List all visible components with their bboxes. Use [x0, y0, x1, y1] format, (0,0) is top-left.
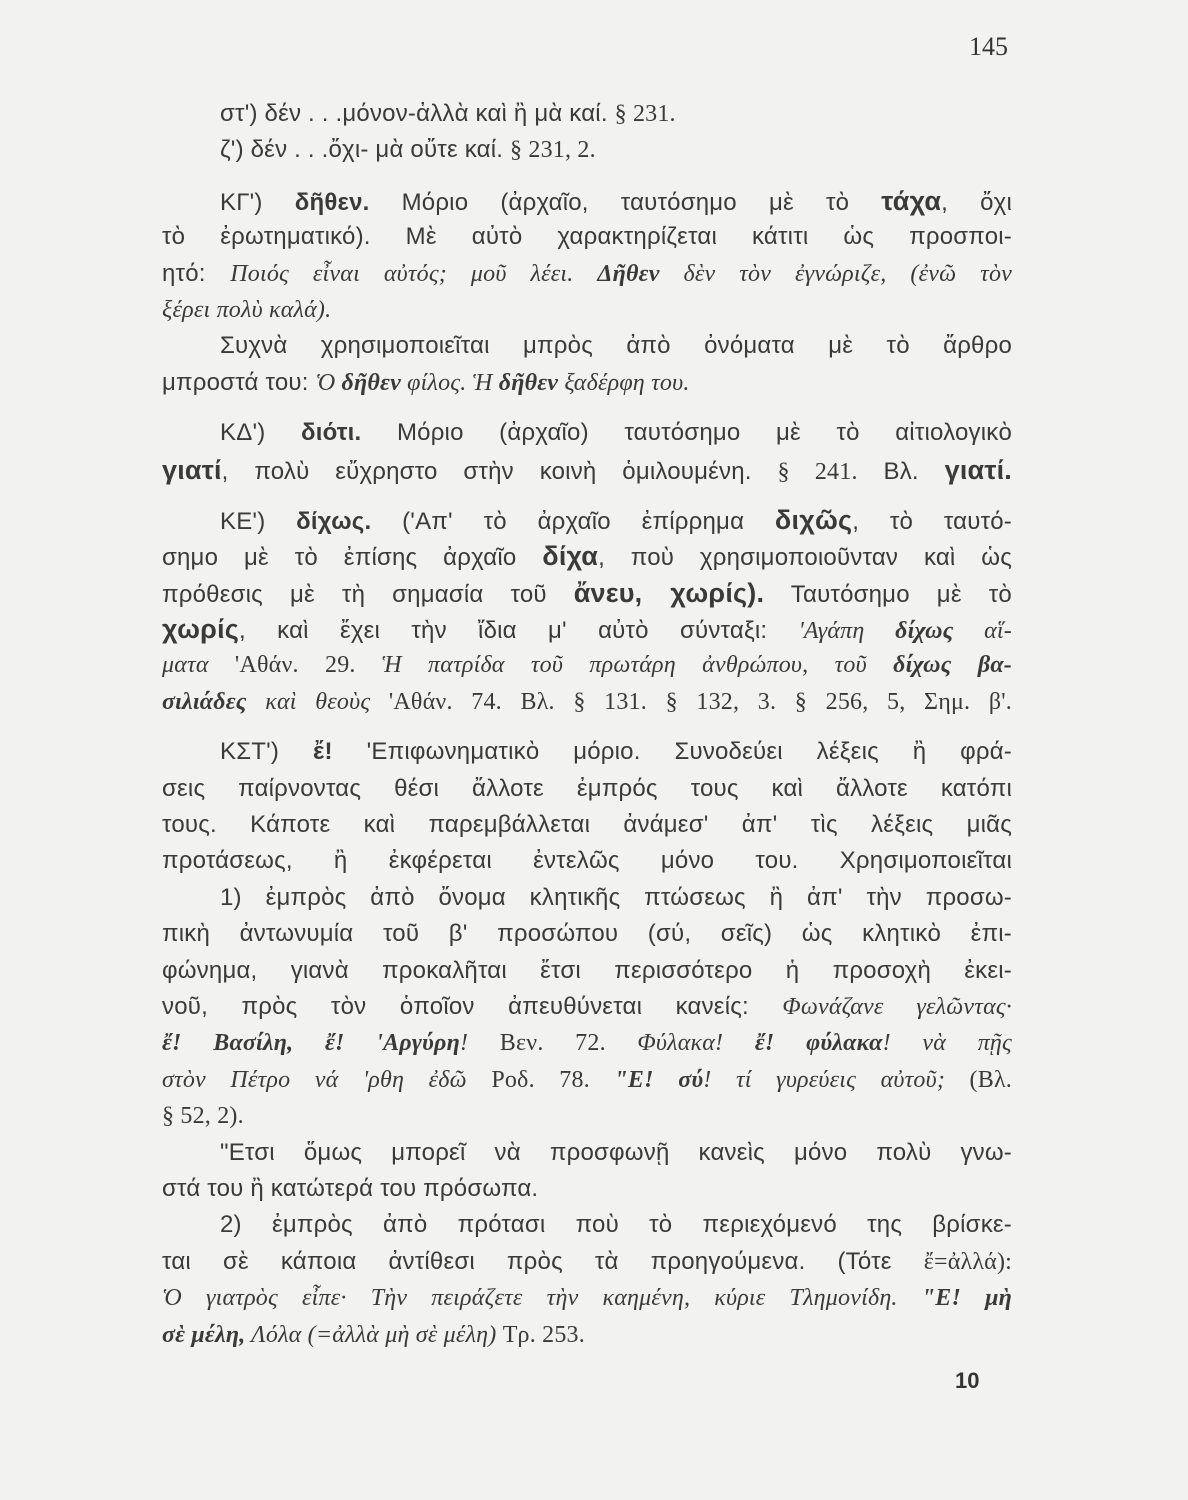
text-segment: γιατί	[162, 454, 222, 485]
text-segment: σιλιάδες	[162, 688, 247, 715]
text-segment: πρόθεσις μὲ τὴ σημασία τοῦ	[162, 580, 574, 608]
text-segment: Φύλακα!	[637, 1030, 755, 1057]
text-segment: "Ε! μὴ	[921, 1285, 1012, 1312]
text-line	[162, 684, 1012, 720]
text-segment: ἔ! φύλακα	[754, 1030, 883, 1057]
text-segment: προτάσεως, ἢ ἐκφέρεται ἐντελῶς μόνο του. Χρησιμοποιεῖται	[162, 847, 1012, 875]
text-segment: Λόλα (=ἀλλὰ μὴ σὲ μέλη)	[245, 1321, 503, 1348]
text-segment: φώνημα, γιανὰ προκαλῆται ἔτσι περισσότερο ἡ προσοχὴ ἐκει-	[162, 956, 1012, 984]
text-segment: δῆθεν	[341, 369, 401, 396]
text-line	[162, 575, 1012, 611]
text-segment: , ὄχι	[941, 188, 1013, 216]
text-segment: § 241.	[777, 458, 858, 485]
text-segment: "Ετσι ὅμως μπορεῖ νὰ προσφωνῇ κανεὶς μόνο πολὺ γνω-	[220, 1138, 1012, 1166]
text-line	[162, 880, 1012, 916]
text-segment: Ἡ πατρίδα τοῦ πρωτάρη ἀνθρώπου, τοῦ	[381, 652, 894, 679]
entry-heading-line	[162, 734, 1012, 770]
text-line	[162, 132, 1012, 168]
text-segment: Δῆθεν	[597, 260, 660, 287]
text-line	[162, 1207, 1012, 1243]
text-line	[162, 1135, 1012, 1171]
text-segment: στά του ἢ κατώτερά του πρόσωπα.	[162, 1174, 539, 1202]
text-segment: Ποιός εἶναι αὐτός; μοῦ λέει.	[230, 260, 598, 287]
text-segment: σεις παίρνοντας θέσι ἄλλοτε ἐμπρός τους καὶ ἄλλοτε κατόπι	[162, 774, 1012, 802]
text-line	[162, 611, 1012, 647]
text-segment: δῆθεν.	[294, 188, 370, 216]
text-line	[162, 1280, 1012, 1316]
text-line	[162, 219, 1012, 255]
text-segment: νοῦ, πρὸς τὸν ὁποῖον ἀπευθύνεται κανείς:	[162, 992, 783, 1020]
text-segment: Ὁ γιατρὸς εἶπε· Τὴν πειράζετε τὴν καημένη, κύριε Τλημονίδη.	[162, 1285, 922, 1312]
text-segment: τὸ ἐρωτηματικό). Μὲ αὐτὸ χαρακτηρίζεται κάτιτι ὡς προσποι-	[162, 223, 1012, 251]
text-segment: Συχνὰ χρησιμοποιεῖται μπρὸς ἀπὸ ὀνόματα μὲ τὸ ἄρθρο	[220, 332, 1012, 360]
text-line	[162, 1098, 1012, 1134]
text-segment: δῆθεν	[498, 369, 559, 396]
text-segment: "Ε! σύ	[614, 1066, 704, 1093]
text-segment: δίχα	[542, 541, 599, 572]
text-segment: 'Αθάν. 29.	[208, 652, 382, 679]
text-segment: χωρίς	[162, 614, 240, 645]
body-text	[162, 96, 1012, 1353]
text-segment: , καὶ ἔχει τὴν ἴδια μ' αὐτὸ σύνταξι:	[239, 617, 799, 645]
text-segment: δίχως.	[296, 507, 372, 535]
text-segment: στ') δέν . . .μόνον-ἀλλὰ καὶ ἢ μὰ καί.	[220, 100, 615, 127]
text-line	[162, 771, 1012, 807]
text-segment: !	[459, 1030, 500, 1057]
entry-heading-line	[162, 183, 1012, 219]
text-segment: 1) ἐμπρὸς ἀπὸ ὄνομα κλητικῆς πτώσεως ἢ ἀπ' τὴν προσω-	[220, 883, 1012, 911]
text-segment: ! τί γυρεύεις αὐτοῦ;	[703, 1066, 970, 1093]
text-segment: Μόριο (ἀρχαῖο) ταυτόσημο μὲ τὸ αἰτιολογικὸ	[361, 419, 1012, 447]
text-segment: Μόριο (ἀρχαῖο, ταυτόσημο μὲ τὸ	[369, 188, 882, 216]
text-segment: ματα	[162, 652, 209, 679]
page-number: 145	[969, 32, 1008, 61]
text-line	[162, 538, 1012, 574]
text-line	[162, 1317, 1012, 1353]
text-segment: Ταυτόσημο μὲ τὸ	[764, 580, 1012, 608]
text-segment: 2) ἐμπρὸς ἀπὸ πρότασι ποὺ τὸ περιεχόμενό της βρίσκε-	[220, 1211, 1012, 1239]
text-segment: § 52, 2).	[162, 1103, 244, 1130]
text-line	[162, 1171, 1012, 1207]
text-segment: Βεν. 72.	[499, 1030, 638, 1057]
text-segment: (Βλ.	[969, 1066, 1012, 1093]
text-line	[162, 365, 1012, 401]
text-segment: § 231.	[614, 101, 676, 127]
text-segment: δίχως	[895, 618, 954, 645]
text-line	[162, 1025, 1012, 1061]
text-segment: Τρ. 253.	[502, 1321, 585, 1348]
text-line	[162, 1244, 1012, 1280]
text-segment: Φωνάζανε γελῶντας·	[782, 993, 1012, 1020]
text-segment: ! νὰ πῇς	[882, 1030, 1012, 1057]
entry-heading-line	[162, 415, 1012, 451]
text-line	[162, 647, 1012, 683]
text-segment: πικὴ ἀντωνυμία τοῦ β' προσώπου (σύ, σεῖς) ὡς κλητικὸ ἐπι-	[162, 920, 1012, 948]
text-segment: ΚΣΤ')	[220, 738, 313, 766]
text-segment: ται σὲ κάποια ἀντίθεσι πρὸς τὰ προηγούμενα. (Τότε	[162, 1247, 924, 1275]
entry-heading-line	[162, 502, 1012, 538]
text-segment: 'Αγάπη	[798, 618, 896, 645]
text-segment: τους. Κάποτε καὶ παρεμβάλλεται ἀνάμεσ' ἀπ' τὶς λέξεις μιᾶς	[162, 811, 1012, 839]
text-segment: ητό:	[162, 259, 231, 287]
text-segment: , πολὺ εὔχρηστο στὴν κοινὴ ὁμιλουμένη.	[221, 457, 778, 485]
text-segment: γιατί.	[944, 454, 1013, 485]
text-segment: ἔ=ἀλλά):	[923, 1248, 1012, 1275]
text-line	[162, 452, 1012, 488]
text-segment: Βλ.	[857, 457, 945, 485]
text-line	[162, 807, 1012, 843]
text-segment: 'Επιφωνηματικὸ μόριο. Συνοδεύει λέξεις ἢ φρά-	[332, 738, 1012, 766]
text-segment: , τὸ ταυτό-	[852, 507, 1012, 535]
text-segment: ξαδέρφη του.	[558, 369, 690, 396]
text-line	[162, 292, 1012, 328]
text-segment: διχῶς	[774, 504, 853, 535]
text-line	[162, 256, 1012, 292]
text-segment: ἔ! Βασίλη, ἔ! 'Αργύρη	[162, 1030, 460, 1057]
text-segment: σὲ μέλη,	[162, 1321, 246, 1348]
text-segment: δίχως	[893, 652, 952, 679]
text-segment: ΚΔ')	[220, 419, 301, 447]
text-segment: καὶ θεοὺς	[246, 688, 371, 715]
text-segment: ζ') δέν . . .ὄχι- μὰ οὔτε καί.	[220, 136, 510, 164]
text-line	[162, 989, 1012, 1025]
text-segment: στὸν Πέτρο νά 'ρθη ἐδῶ	[162, 1066, 492, 1093]
text-segment: τάχα	[881, 185, 942, 216]
text-segment: , ποὺ χρησιμοποιοῦνταν καὶ ὡς	[598, 544, 1012, 572]
text-segment: διότι.	[300, 419, 362, 447]
text-segment: αἵ-	[953, 618, 1012, 645]
text-line	[162, 916, 1012, 952]
text-segment: ἔ!	[312, 738, 333, 766]
text-line	[162, 96, 1012, 132]
text-segment: ξέρει πολὺ καλά).	[162, 296, 332, 323]
text-segment: μπροστά του:	[162, 368, 316, 396]
text-line	[162, 328, 1012, 364]
text-segment: φίλος. Ἡ	[400, 369, 499, 396]
text-segment: Ὁ	[315, 369, 342, 396]
text-segment: σημο μὲ τὸ ἐπίσης ἀρχαῖο	[162, 544, 543, 572]
text-line	[162, 953, 1012, 989]
text-segment: δὲν τὸν ἐγνώριζε, (ἐνῶ τὸν	[659, 260, 1012, 287]
text-segment: ('Απ' τὸ ἀρχαῖο ἐπίρρημα	[371, 507, 775, 535]
text-segment: ἄνευ, χωρίς).	[573, 577, 765, 608]
text-segment: ΚΕ')	[220, 507, 297, 535]
text-segment: 'Αθάν. 74. Βλ. § 131. § 132, 3. § 256, 5, Σημ. β'.	[370, 688, 1012, 715]
text-segment: Ροδ. 78.	[491, 1066, 615, 1093]
text-segment: § 231, 2.	[509, 137, 596, 164]
text-line	[162, 1062, 1012, 1098]
text-segment: ΚΓ')	[220, 188, 295, 216]
text-line	[162, 843, 1012, 879]
text-segment: βα-	[951, 652, 1012, 679]
signature-mark: 10	[955, 1368, 980, 1393]
